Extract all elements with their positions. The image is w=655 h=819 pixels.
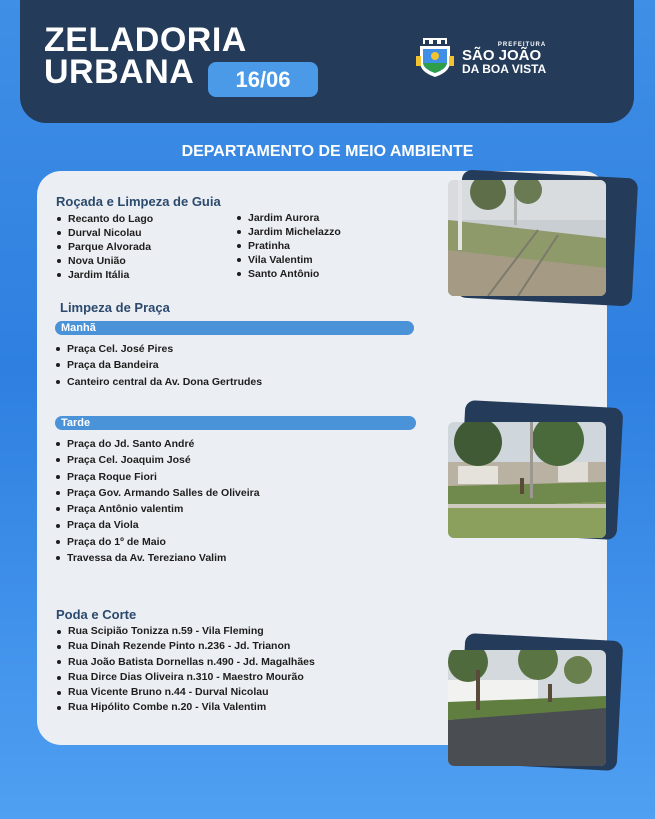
list-item: Pratinha [236, 239, 341, 253]
title-line-1: ZELADORIA [44, 21, 247, 59]
list-item: Vila Valentim [236, 253, 341, 267]
list-item: Jardim Itália [56, 268, 153, 282]
logo-city-name: SÃO JOÃO [462, 46, 542, 64]
afternoon-list [55, 436, 260, 566]
photo-rocada [448, 180, 606, 296]
list-item: Jardim Michelazzo [236, 225, 341, 239]
morning-bar: Manhã [55, 321, 414, 335]
list-item: Santo Antônio [236, 267, 341, 281]
rocada-title: Roçada e Limpeza de Guia [56, 194, 221, 209]
date-badge: 16/06 [208, 62, 318, 97]
rocada-list-col1 [56, 212, 153, 282]
list-item: Praça Antônio valentim [55, 501, 260, 517]
list-item: Travessa da Av. Tereziano Valim [55, 550, 260, 566]
list-item: Jardim Aurora [236, 211, 341, 225]
title-line-2: URBANA [44, 53, 195, 91]
poda-list [56, 624, 315, 716]
photo-praca [448, 422, 606, 538]
list-item: Praça do 1º de Maio [55, 534, 260, 550]
list-item: Praça Gov. Armando Salles de Oliveira [55, 485, 260, 501]
list-item: Canteiro central da Av. Dona Gertrudes [55, 374, 262, 390]
list-item: Recanto do Lago [56, 212, 153, 226]
list-item: Rua João Batista Dornellas n.490 - Jd. Magalhães [56, 655, 315, 670]
poda-title: Poda e Corte [56, 607, 137, 622]
list-item: Rua Dinah Rezende Pinto n.236 - Jd. Trianon [56, 639, 315, 654]
list-item: Rua Scipião Tonizza n.59 - Vila Fleming [56, 624, 315, 639]
department-title: DEPARTAMENTO DE MEIO AMBIENTE [181, 143, 474, 160]
list-item: Rua Hipólito Combe n.20 - Vila Valentim [56, 700, 315, 715]
city-logo [416, 38, 546, 78]
list-item: Parque Alvorada [56, 240, 153, 254]
list-item: Praça Cel. José Pires [55, 341, 262, 357]
praca-title: Limpeza de Praça [60, 300, 170, 315]
logo-city-name-2: DA BOA VISTA [462, 61, 547, 76]
logo-prefeitura: PREFEITURA [497, 41, 547, 48]
list-item: Rua Dirce Dias Oliveira n.310 - Maestro Mourão [56, 670, 315, 685]
coat-of-arms-icon [416, 38, 454, 78]
list-item: Nova União [56, 254, 153, 268]
list-item: Praça da Bandeira [55, 357, 262, 373]
afternoon-bar: Tarde [55, 416, 416, 430]
list-item: Durval Nicolau [56, 226, 153, 240]
list-item: Praça da Viola [55, 517, 260, 533]
morning-list [55, 341, 262, 390]
list-item: Praça do Jd. Santo André [55, 436, 260, 452]
rocada-list-col2 [236, 211, 341, 281]
list-item: Rua Vicente Bruno n.44 - Durval Nicolau [56, 685, 315, 700]
list-item: Praça Cel. Joaquim José [55, 452, 260, 468]
list-item: Praça Roque Fiori [55, 469, 260, 485]
photo-poda [448, 650, 606, 766]
